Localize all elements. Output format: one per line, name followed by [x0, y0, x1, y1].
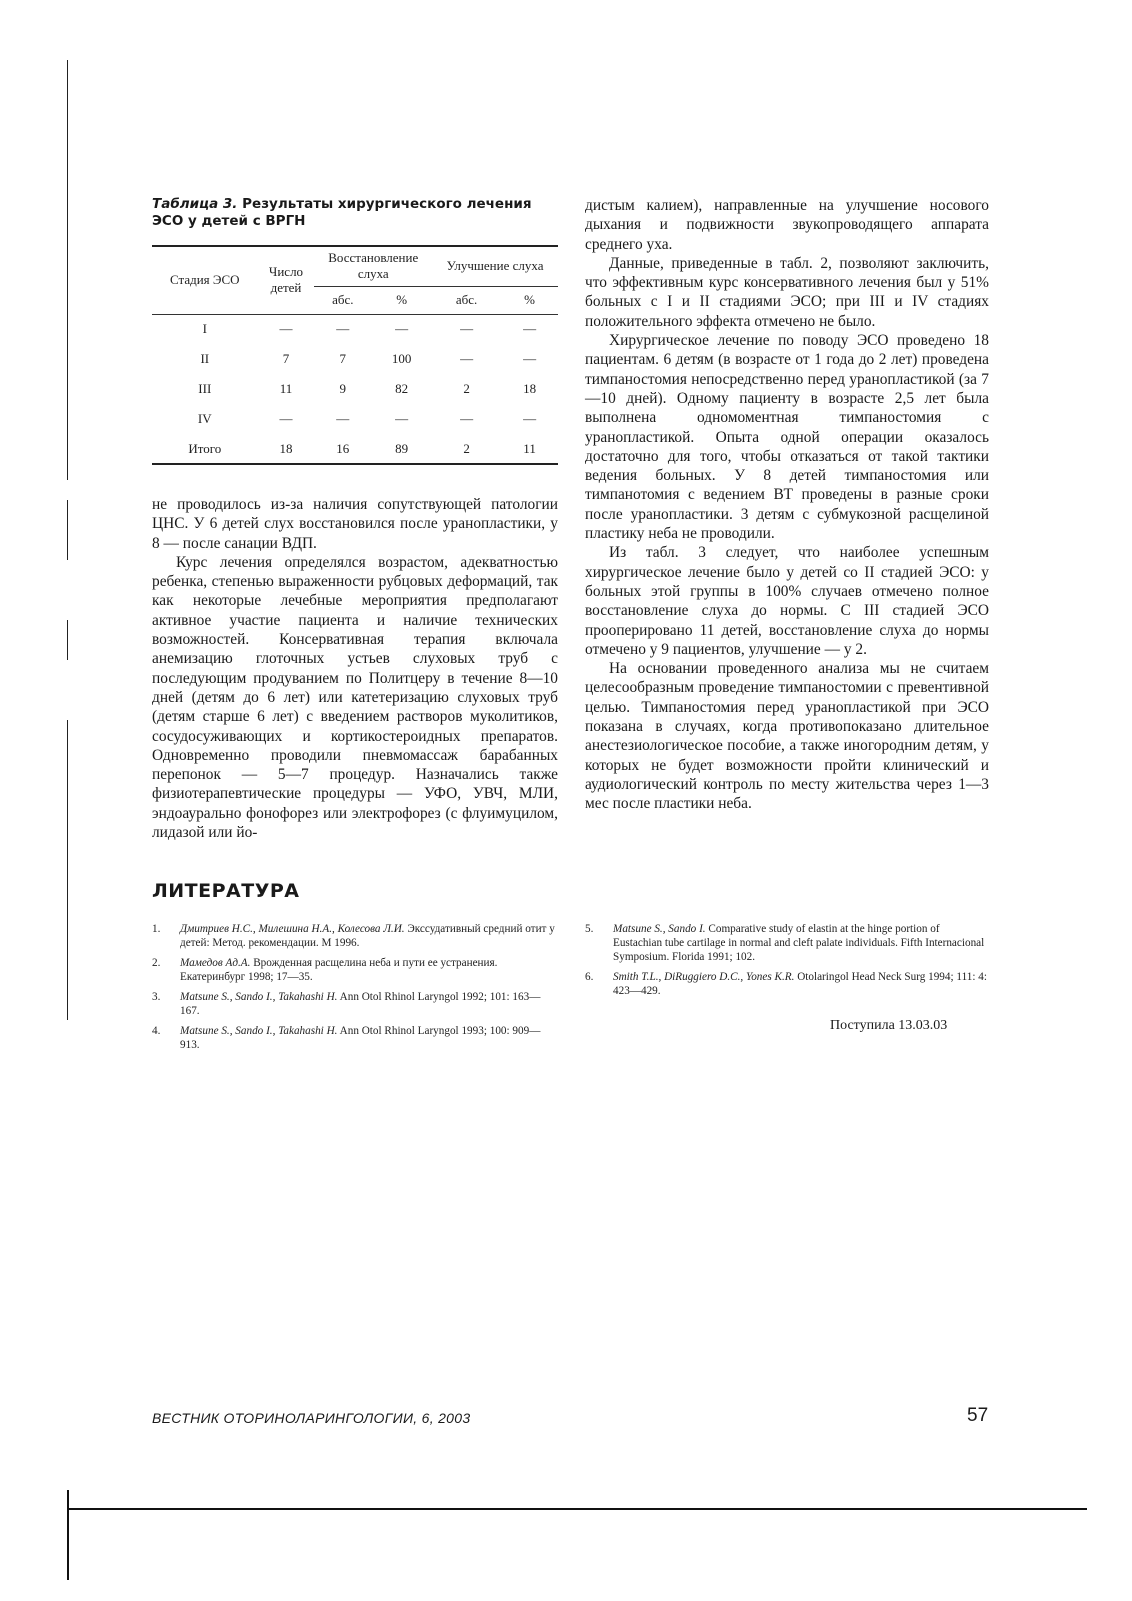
reference-list-right	[585, 922, 989, 1004]
table-row	[152, 374, 558, 404]
cell-restore-pct: 89	[395, 440, 409, 456]
cell-restore-abs: 9	[339, 381, 347, 396]
cell-improve-pct: 11	[523, 440, 536, 456]
reference-authors: Matsune S., Sando I., Takahashi H.	[180, 991, 338, 1003]
scan-edge-line	[67, 1490, 69, 1580]
reference-authors: Мамедов Ад.А.	[180, 957, 251, 969]
reference-item	[152, 1024, 558, 1052]
cell-count: 7	[282, 351, 290, 366]
cell-improve-pct: —	[523, 321, 537, 337]
cell-improve-pct: —	[523, 411, 537, 426]
right-column-text	[585, 196, 989, 814]
page-number: 57	[967, 1405, 989, 1426]
cell-stage: IV	[197, 411, 212, 426]
body-paragraph: дистым калием), направленные на улучшение носового дыхания и подвижности звукопроводящего аппарата среднего уха.	[585, 197, 989, 253]
left-column-text	[152, 495, 558, 842]
col-header-count: Число детей	[258, 246, 315, 314]
col-header-restore: Восстановление слуха	[314, 246, 432, 286]
reference-text: Comparative study of elastin at the hinge portion of Eustachian tube cartilage in normal and cleft palate individuals. Fifth Internacional Symposium. Florida 1991; 102.	[613, 923, 985, 963]
col-header-restore-pct: %	[396, 292, 408, 307]
cell-improve-abs: 2	[463, 381, 470, 396]
table-row	[152, 344, 558, 374]
cell-restore-abs: —	[336, 321, 350, 337]
footer-journal-name: ВЕСТНИК ОТОРИНОЛАРИНГОЛОГИИ, 6, 2003	[152, 1410, 471, 1426]
table-caption	[152, 196, 558, 230]
cell-restore-abs: 16	[336, 440, 350, 456]
reference-number: 1.	[152, 923, 161, 935]
reference-item	[585, 922, 989, 964]
body-paragraph: Курс лечения определялся возрастом, адекватностью ребенка, степенью выраженности рубцовых деформаций, так как некоторые лечебные мероприятия предполагают активное участие пациента и наличие технических возможностей. Консервативная терапия включала анемизацию глоточных устьев слуховых труб с последующим продуванием по Политцеру в течение 8—10 дней (детям до 6 лет) или катетеризацию слуховых труб (детям старше 6 лет) с введением растворов муколитиков, сосудосуживающих и кортикостероидных препаратов. Одновременно проводили пневмомассаж барабанных перепонок — 5—7 процедур. Назначались также физиотерапевтические процедуры — УФО, УВЧ, МЛИ, эндоаурально фонофорез или электрофорез (с флуимуцилом, лидазой или йо-	[152, 553, 558, 842]
reference-item	[152, 956, 558, 984]
received-date: Поступила 13.03.03	[830, 1018, 948, 1033]
col-header-restore-abs: абс.	[332, 292, 354, 307]
cell-stage: I	[202, 321, 207, 337]
table-caption-label: Таблица 3.	[152, 196, 238, 212]
cell-count: 11	[279, 381, 293, 396]
body-paragraph: Из табл. 3 следует, что наиболее успешным хирургическое лечение было у детей со II стадией ЭСО: у больных этой группы в 100% случаев отмечено полное восстановление слуха до нормы. С III стадией ЭСО прооперировано 11 детей, восстановление слуха до нормы отмечено у 9 пациентов, улучшение — у 2.	[585, 544, 989, 658]
col-header-improve-abs: абс.	[455, 292, 478, 307]
cell-restore-pct: 100	[391, 351, 412, 366]
cell-stage: III	[198, 381, 212, 396]
cell-restore-pct: —	[395, 411, 409, 426]
table-row-total	[152, 434, 558, 464]
cell-improve-pct: —	[523, 351, 537, 366]
cell-stage: Итого	[188, 440, 222, 456]
literature-heading: ЛИТЕРАТУРА	[152, 880, 300, 902]
cell-improve-abs: —	[460, 411, 474, 426]
cell-stage: II	[200, 351, 210, 366]
scan-edge-line	[67, 60, 68, 480]
table-caption-text: Результаты хирургического лечения ЭСО у детей с ВРГН	[152, 196, 532, 229]
reference-text: Otolaringol Head Neck Surg 1994; 111: 4: 423—429.	[613, 971, 987, 997]
cell-improve-abs: —	[460, 351, 474, 366]
scan-edge-line	[67, 500, 68, 560]
reference-text: Экссудативный средний отит у детей: Метод. рекомендации. М 1996.	[180, 923, 555, 949]
body-paragraph: не проводилось из-за наличия сопутствующей патологии ЦНС. У 6 детей слух восстановился после уранопластики, у 8 — после санации ВДП.	[152, 496, 558, 552]
cell-improve-abs: —	[460, 321, 474, 337]
table-row	[152, 314, 558, 344]
cell-count: —	[279, 321, 293, 337]
reference-list-left	[152, 922, 558, 1058]
table-row	[152, 404, 558, 434]
reference-text: Ann Otol Rhinol Laryngol 1992; 101: 163—167.	[180, 991, 541, 1017]
reference-authors: Дмитриев Н.С., Милешина Н.А., Колесова Л.И.	[180, 923, 405, 935]
reference-text: Ann Otol Rhinol Laryngol 1993; 100: 909—913.	[180, 1025, 541, 1051]
reference-number: 2.	[152, 957, 161, 969]
scan-bottom-rule	[67, 1508, 1087, 1510]
cell-restore-abs: —	[336, 411, 350, 426]
reference-authors: Matsune S., Sando I., Takahashi H.	[180, 1025, 338, 1037]
reference-item	[152, 990, 558, 1018]
reference-text: Врожденная расщелина неба и пути ее устранения. Екатеринбург 1998; 17—35.	[180, 957, 498, 983]
cell-count: 18	[279, 440, 293, 456]
cell-improve-abs: 2	[463, 440, 470, 456]
reference-authors: Smith T.L., DiRuggiero D.C., Yones K.R.	[613, 971, 795, 983]
reference-number: 6.	[585, 971, 594, 983]
body-paragraph: Хирургическое лечение по поводу ЭСО проведено 18 пациентам. 6 детям (в возрасте от 1 года до 2 лет) проведена тимпаностомия непосредственно перед уранопластикой (за 7—10 дней). Одному пациенту в возрасте 2,5 лет была выполнена одномоментная тимпаностомия с уранопластикой. Опыта одной операции оказалось достаточно для того, чтобы отказаться от такой тактики ведения больных. У 8 детей тимпаностомия или тимпанотомия с ведением ВТ проведены в разные сроки после уранопластики. 3 детям с субмукозной расщелиной пластику неба не проводили.	[585, 332, 989, 543]
reference-number: 5.	[585, 923, 594, 935]
cell-restore-abs: 7	[339, 351, 347, 366]
reference-authors: Matsune S., Sando I.	[613, 923, 706, 935]
body-paragraph: Данные, приведенные в табл. 2, позволяют заключить, что эффективным курс консервативного лечения был у 51% больных с I и II стадиями ЭСО; при III и IV стадиях положительного эффекта отмечено не было.	[585, 254, 989, 330]
scan-edge-line	[67, 620, 68, 660]
body-paragraph: На основании проведенного анализа мы не считаем целесообразным проведение тимпаностомии с превентивной целью. Тимпаностомия перед уранопластикой при ЭСО показана в случаях, когда противопоказано длительное анестезиологическое пособие, а также иногородним детям, у которых не будет возможности пройти клинический и аудиологический контроль по месту жительства через 1—3 мес после пластики неба.	[585, 660, 989, 813]
reference-item	[152, 922, 558, 950]
cell-restore-pct: —	[395, 321, 409, 337]
cell-restore-pct: 82	[395, 381, 409, 396]
col-header-improve-pct: %	[524, 292, 535, 307]
scan-edge-line	[67, 720, 68, 1020]
reference-number: 3.	[152, 991, 161, 1003]
reference-number: 4.	[152, 1025, 161, 1037]
cell-count: —	[279, 411, 293, 426]
cell-improve-pct: 18	[523, 381, 537, 396]
results-table	[152, 245, 558, 465]
col-header-improve: Улучшение слуха	[432, 246, 558, 286]
reference-item	[585, 970, 989, 998]
col-header-stage: Стадия ЭСО	[152, 246, 258, 314]
